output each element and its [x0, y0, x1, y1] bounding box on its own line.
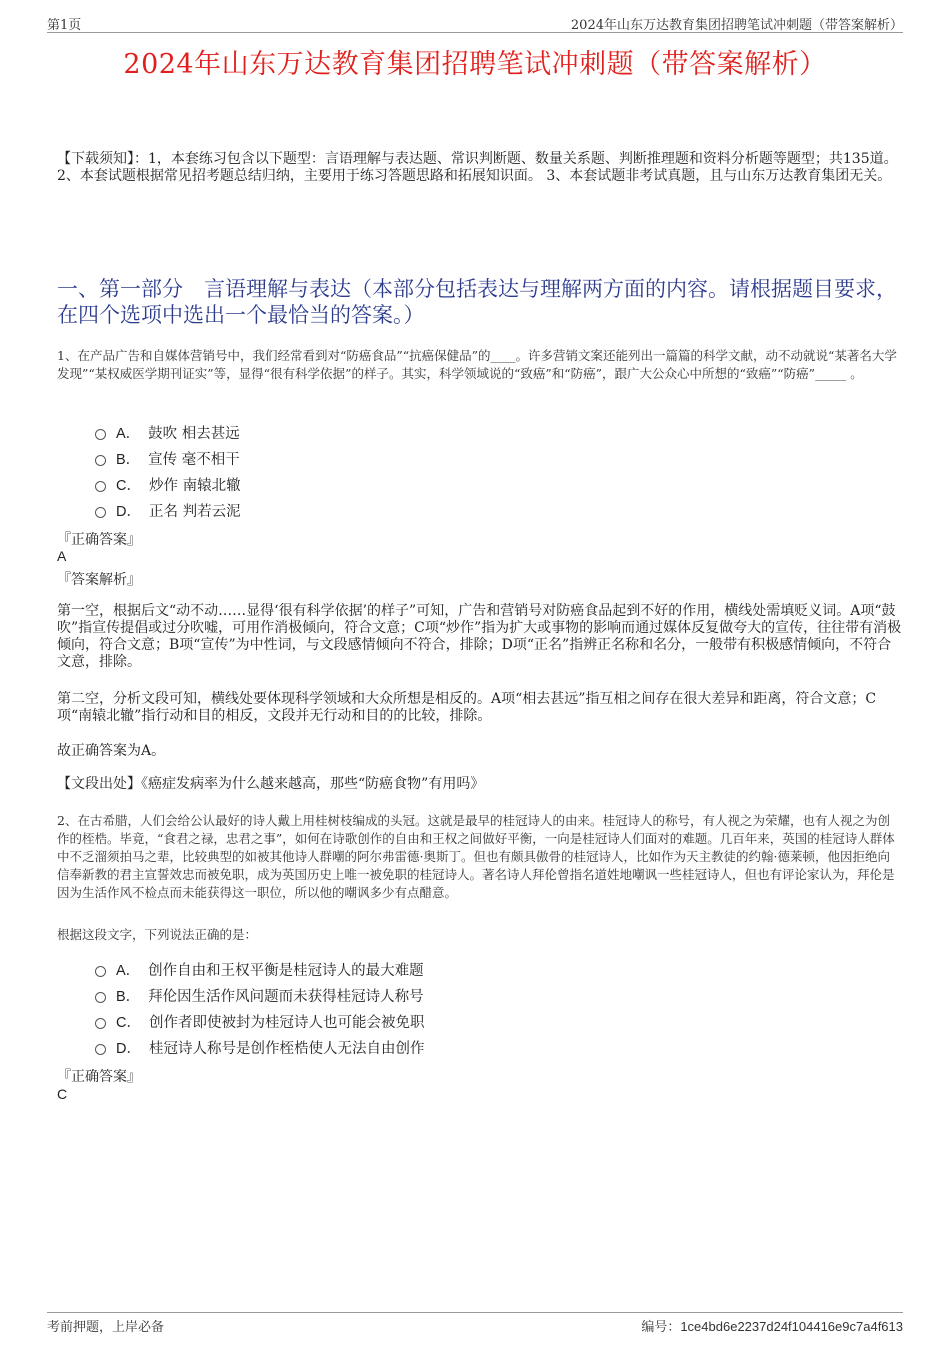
question-1-stem: 1、在产品广告和自媒体营销号中，我们经常看到对“防癌食品”“抗癌保健品”的____。许多营销文案还能列出一篇篇的科学文献，动不动就说“某著名大学发现”“某权威医学期刊证实”等，显得“很有科学依据”的样子。其实，科学领域说的“致癌”和“防癌”，跟广大公众心中所想的“致癌”“防癌”_____ 。 [57, 348, 897, 381]
option-d[interactable]: D． 桂冠诗人称号是创作桎梏使人无法自由创作 [95, 1034, 424, 1060]
answer-label: 『正确答案』 [57, 532, 141, 548]
document-title: 2024年山东万达教育集团招聘笔试冲刺题（带答案解析） [123, 49, 827, 80]
question-2-stem: 2、在古希腊，人们会给公认最好的诗人戴上用桂树枝编成的头冠。这就是最早的桂冠诗人的由来。桂冠诗人的称号，有人视之为荣耀，也有人视之为创作的桎梏。毕竟，“食君之禄，忠君之事”，如何在诗歌创作的自由和王权之间做好平衡，一向是桂冠诗人们面对的难题。几百年来，英国的桂冠诗人群体中不乏溜须拍马之辈，比较典型的如被其他诗人群嘲的阿尔弗雷德·奥斯丁。但也有颇具傲骨的桂冠诗人，比如作为天主教徒的约翰·德莱顿，他因拒绝向信奉新教的君主宣誓效忠而被免职，成为英国历史上唯一被免职的桂冠诗人。著名诗人拜伦曾指名道姓地嘲讽一些桂冠诗人，但也有评论家认为，拜伦是因为生活作风不检点而未能获得这一职位，所以他的嘲讽多少有点醋意。 [57, 813, 895, 900]
option-b[interactable]: B． 宣传 毫不相干 [95, 445, 241, 471]
question-2-options [95, 956, 424, 1060]
radio-icon[interactable] [95, 455, 106, 466]
answer-label: 『正确答案』 [57, 1069, 141, 1085]
page-footer [47, 1312, 903, 1335]
radio-icon[interactable] [95, 507, 106, 518]
option-a[interactable]: A． 创作自由和王权平衡是桂冠诗人的最大难题 [95, 956, 424, 982]
radio-icon[interactable] [95, 966, 106, 977]
option-d[interactable]: D． 正名 判若云泥 [95, 497, 241, 523]
radio-icon[interactable] [95, 481, 106, 492]
radio-icon[interactable] [95, 429, 106, 440]
option-a[interactable]: A． 鼓吹 相去甚远 [95, 419, 241, 445]
analysis-paragraph-1: 第一空，根据后文“动不动……显得‘很有科学依据’的样子”可知，广告和营销号对防癌食品起到不好的作用，横线处需填贬义词。A项“鼓吹”指宣传提倡或过分吹嘘，可用作消极倾向，符合文意；C项“炒作”指为扩大或事物的影响而通过媒体反复做夸大的宣传，往往带有消极倾向，符合文意；B项“宣传”为中性词，与文段感情倾向不符合，排除；D项“正名”指辨正名称和名分，一般带有积极感情倾向，不符合文意，排除。 [57, 603, 902, 670]
analysis-paragraph-2: 第二空，分析文段可知，横线处要体现科学领域和大众所想是相反的。A项“相去甚远”指互相之间存在很大差异和距离，符合文意；C项“南辕北辙”指行动和目的相反，文段并无行动和目的的比较，排除。 [57, 691, 877, 724]
question-2-prompt: 根据这段文字，下列说法正确的是： [57, 927, 258, 942]
page-header [47, 14, 903, 33]
download-notice: 【下载须知】：1，本套练习包含以下题型：言语理解与表达题、常识判断题、数量关系题、判断推理题和资料分析题等题型；共135道。 2、本套试题根据常见招考题总结归纳，主要用于练习答题思路和拓展知识面。 3、本套试题非考试真题，且与山东万达教育集团无关。 [57, 151, 898, 184]
radio-icon[interactable] [95, 1018, 106, 1029]
footer-slogan: 考前押题，上岸必备 [47, 1320, 165, 1335]
section-heading: 一、第一部分 言语理解与表达（本部分包括表达与理解两方面的内容。请根据题目要求，在四个选项中选出一个最恰当的答案。） [57, 277, 897, 327]
radio-icon[interactable] [95, 992, 106, 1003]
option-c[interactable]: C． 炒作 南辕北辙 [95, 471, 241, 497]
radio-icon[interactable] [95, 1044, 106, 1055]
analysis-label: 『答案解析』 [57, 572, 141, 588]
analysis-conclusion: 故正确答案为A。 [57, 743, 166, 759]
header-doc-title: 2024年山东万达教育集团招聘笔试冲刺题（带答案解析） [570, 18, 903, 33]
page-number: 第1页 [47, 18, 82, 33]
answer-value: C [57, 1086, 68, 1102]
option-c[interactable]: C． 创作者即使被封为桂冠诗人也可能会被免职 [95, 1008, 424, 1034]
footer-code: 编号：1ce4bd6e2237d24f104416e9c7a4f613 [641, 1319, 903, 1335]
answer-value: A [57, 548, 67, 564]
option-b[interactable]: B． 拜伦因生活作风问题而未获得桂冠诗人称号 [95, 982, 424, 1008]
question-1-options [95, 419, 241, 523]
source-citation: 【文段出处】《癌症发病率为什么越来越高，那些“防癌食物”有用吗》 [57, 776, 485, 792]
